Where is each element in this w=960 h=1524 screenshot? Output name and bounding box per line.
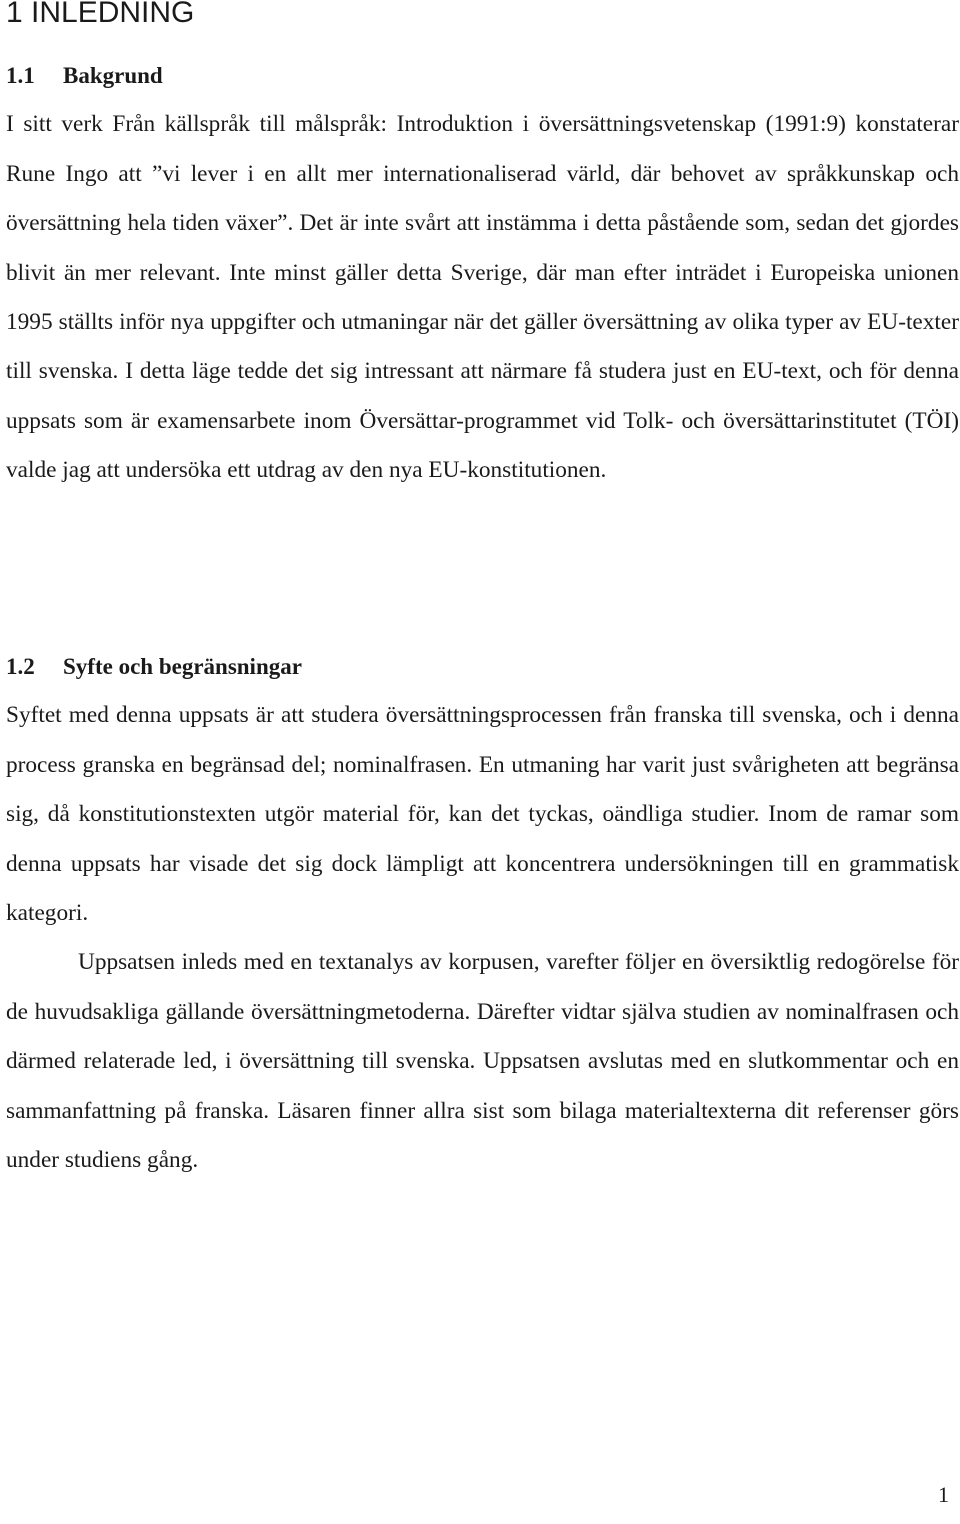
paragraph: Uppsatsen inleds med en textanalys av korpusen, varefter följer en översiktlig redogörelse för de huvudsakliga gällande översättningmetoderna. Därefter vidtar själva studien av nominalfrasen och därmed relaterade led, i översättning till svenska. Uppsatsen avslutas med en slutkommentar och en sammanfattning på franska. Läsaren finner allra sist som bilaga materialtexterna dit referenser görs under studiens gång. [6, 949, 959, 1174]
paragraph: I sitt verk Från källspråk till målspråk: Introduktion i översättningsvetenskap (1991:9) konstaterar Rune Ingo att ”vi lever i en allt mer internationaliserad värld, där behovet av språkkunskap och översättning hela tiden växer”. Det är inte svårt att instämma i detta påstående som, sedan det gjordes blivit än mer relevant. Inte minst gäller detta Sverige, där man efter inträdet i Europeiska unionen 1995 ställts inför nya uppgifter och utmaningar när det gäller översättning av olika typer av EU-texter till svenska. I detta läge tedde det sig intressant att närmare få studera just en EU-text, och för denna uppsats som är examensarbete inom Översättar-programmet vid Tolk- och översättarinstitutet (TÖI) valde jag att undersöka ett utdrag av den nya EU-konstitutionen. [6, 111, 959, 484]
section-number: 1.2 [6, 654, 35, 679]
section-syfte-och-begransningar [6, 642, 959, 1185]
section-bakgrund [6, 51, 959, 496]
paragraph: Syftet med denna uppsats är att studera översättningsprocessen från franska till svenska, och i denna process granska en begränsad del; nominalfrasen. En utmaning har varit just svårigheten att begränsa sig, då konstitutionstexten utgör material för, kan det tyckas, oändliga studier. Inom de ramar som denna uppsats har visade det sig dock lämpligt att koncentrera undersökningen till en grammatisk kategori. [6, 702, 959, 927]
chapter-heading: 1 INLEDNING [6, 0, 195, 29]
section-heading [6, 642, 959, 691]
page-number: 1 [938, 1482, 949, 1507]
section-title: Syfte och begränsningar [63, 654, 302, 679]
section-number: 1.1 [6, 63, 35, 88]
section-title: Bakgrund [63, 63, 163, 88]
section-heading [6, 51, 959, 100]
